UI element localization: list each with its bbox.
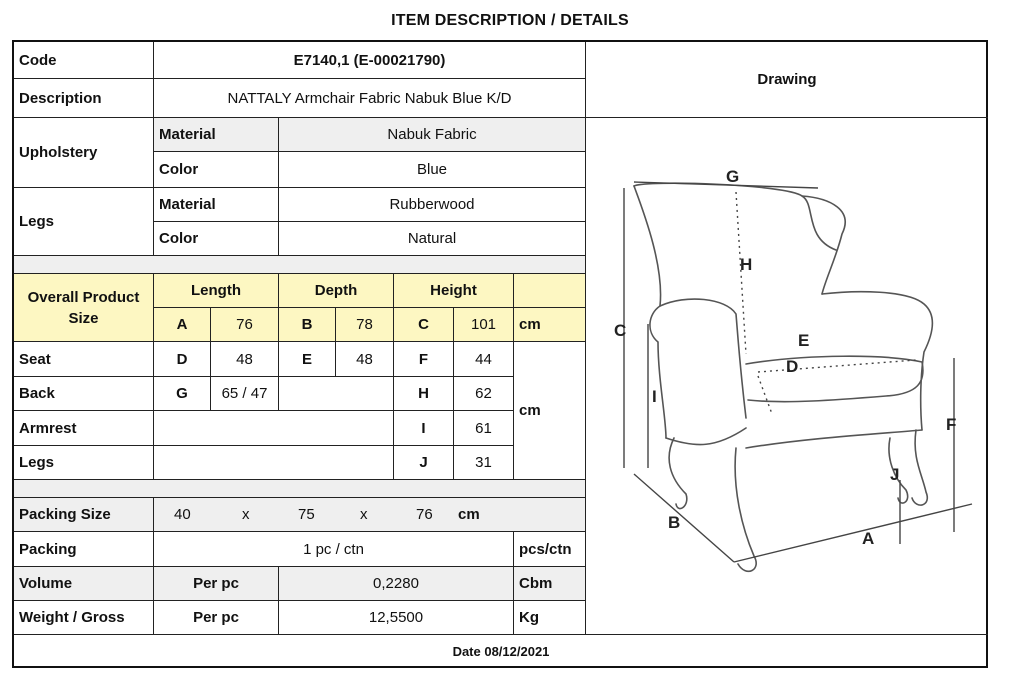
drawing-cell <box>586 118 988 635</box>
length-header: Length <box>154 274 279 308</box>
dim-line-b <box>634 474 734 562</box>
code-value: E7140,1 (E-00021790) <box>154 42 586 79</box>
drawing-letter-j: J <box>890 465 900 484</box>
dim-h-letter: H <box>394 377 454 411</box>
upholstery-color-label: Color <box>154 152 279 188</box>
packing-size-label: Packing Size <box>14 498 154 532</box>
drawing-letter-a: A <box>862 529 875 548</box>
weight-per: Per pc <box>154 601 279 635</box>
legs-color-label: Color <box>154 222 279 256</box>
legs-label: Legs <box>14 188 154 256</box>
dim-g-value: 65 / 47 <box>211 377 279 411</box>
dim-line-e <box>758 360 916 372</box>
packing-label: Packing <box>14 532 154 567</box>
packing-size-unit: cm <box>458 506 480 523</box>
code-label: Code <box>14 42 154 79</box>
upholstery-material-label: Material <box>154 118 279 152</box>
back-label: Back <box>14 377 154 411</box>
legs-dim-label: Legs <box>14 446 154 480</box>
spacer-row-2 <box>14 480 586 498</box>
volume-value: 0,2280 <box>279 567 514 601</box>
seat-cushion <box>746 356 923 401</box>
dim-f-value: 44 <box>454 342 514 377</box>
legs-material-value: Rubberwood <box>279 188 586 222</box>
packing-x2: x <box>360 506 368 523</box>
height-header: Height <box>394 274 514 308</box>
volume-per: Per pc <box>154 567 279 601</box>
leg-front-left <box>669 438 687 509</box>
dim-i-letter: I <box>394 411 454 446</box>
dim-d-letter: D <box>154 342 211 377</box>
weight-value: 12,5500 <box>279 601 514 635</box>
drawing-label: Drawing <box>586 42 988 118</box>
dim-b-letter: B <box>279 308 336 342</box>
chair-arm-left-front <box>650 306 666 438</box>
seat-label: Seat <box>14 342 154 377</box>
description-label: Description <box>14 79 154 118</box>
dim-line-a <box>734 504 972 562</box>
armrest-label: Armrest <box>14 411 154 446</box>
dim-b-value: 78 <box>336 308 394 342</box>
packing-unit: pcs/ctn <box>514 532 586 567</box>
dim-d-value: 48 <box>211 342 279 377</box>
back-blank <box>279 377 394 411</box>
dim-a-value: 76 <box>211 308 279 342</box>
overall-size-label-line2: Size <box>68 309 99 327</box>
description-value: NATTALY Armchair Fabric Nabuk Blue K/D <box>154 79 586 118</box>
dim-g-letter: G <box>154 377 211 411</box>
chair-arm-left-top <box>660 299 746 418</box>
dim-j-value: 31 <box>454 446 514 480</box>
leg-front-right <box>735 448 756 571</box>
dim-h-value: 62 <box>454 377 514 411</box>
drawing-letter-b: B <box>668 513 681 532</box>
date-footer: Date 08/12/2021 <box>452 644 550 659</box>
volume-unit: Cbm <box>514 567 586 601</box>
details-table <box>12 40 988 668</box>
packing-depth: 75 <box>298 506 315 523</box>
weight-label: Weight / Gross <box>14 601 154 635</box>
drawing-letter-d: D <box>786 357 799 376</box>
document-title: ITEM DESCRIPTION / DETAILS <box>391 12 629 29</box>
overall-header-blank <box>514 274 586 308</box>
weight-unit: Kg <box>514 601 586 635</box>
dim-e-value: 48 <box>336 342 394 377</box>
legs-color-value: Natural <box>279 222 586 256</box>
packing-value: 1 pc / ctn <box>154 532 514 567</box>
packing-size-row <box>154 498 586 532</box>
overall-unit: cm <box>514 308 586 342</box>
drawing-letter-h: H <box>740 255 753 274</box>
packing-width: 40 <box>174 506 191 523</box>
dim-j-letter: J <box>394 446 454 480</box>
leg-back-far <box>912 430 927 505</box>
dim-e-letter: E <box>279 342 336 377</box>
upholstery-label: Upholstery <box>14 118 154 188</box>
dim-line-d <box>758 376 772 414</box>
overall-size-label-line1: Overall Product <box>27 288 140 306</box>
drawing-letter-e: E <box>798 331 810 350</box>
depth-header: Depth <box>279 274 394 308</box>
dim-c-letter: C <box>394 308 454 342</box>
drawing-letter-f: F <box>946 415 957 434</box>
armchair-drawing <box>586 118 988 635</box>
dim-i-value: 61 <box>454 411 514 446</box>
dimensions-unit: cm <box>514 342 586 480</box>
packing-height: 76 <box>416 506 433 523</box>
dim-a-letter: A <box>154 308 211 342</box>
chair-back-left <box>634 186 661 306</box>
upholstery-color-value: Blue <box>279 152 586 188</box>
drawing-letter-c: C <box>614 321 627 340</box>
chair-base <box>666 428 922 448</box>
upholstery-material-value: Nabuk Fabric <box>279 118 586 152</box>
packing-x1: x <box>242 506 250 523</box>
legs-material-label: Material <box>154 188 279 222</box>
drawing-letter-g: G <box>726 167 740 186</box>
drawing-letter-i: I <box>652 387 657 406</box>
chair-wing-right <box>802 196 845 294</box>
chair-back-outline <box>634 183 836 250</box>
overall-size-label <box>14 274 154 342</box>
armrest-blank <box>154 411 394 446</box>
dim-f-letter: F <box>394 342 454 377</box>
legs-dim-blank <box>154 446 394 480</box>
spacer-row <box>14 256 586 274</box>
volume-label: Volume <box>14 567 154 601</box>
dim-c-value: 101 <box>454 308 514 342</box>
